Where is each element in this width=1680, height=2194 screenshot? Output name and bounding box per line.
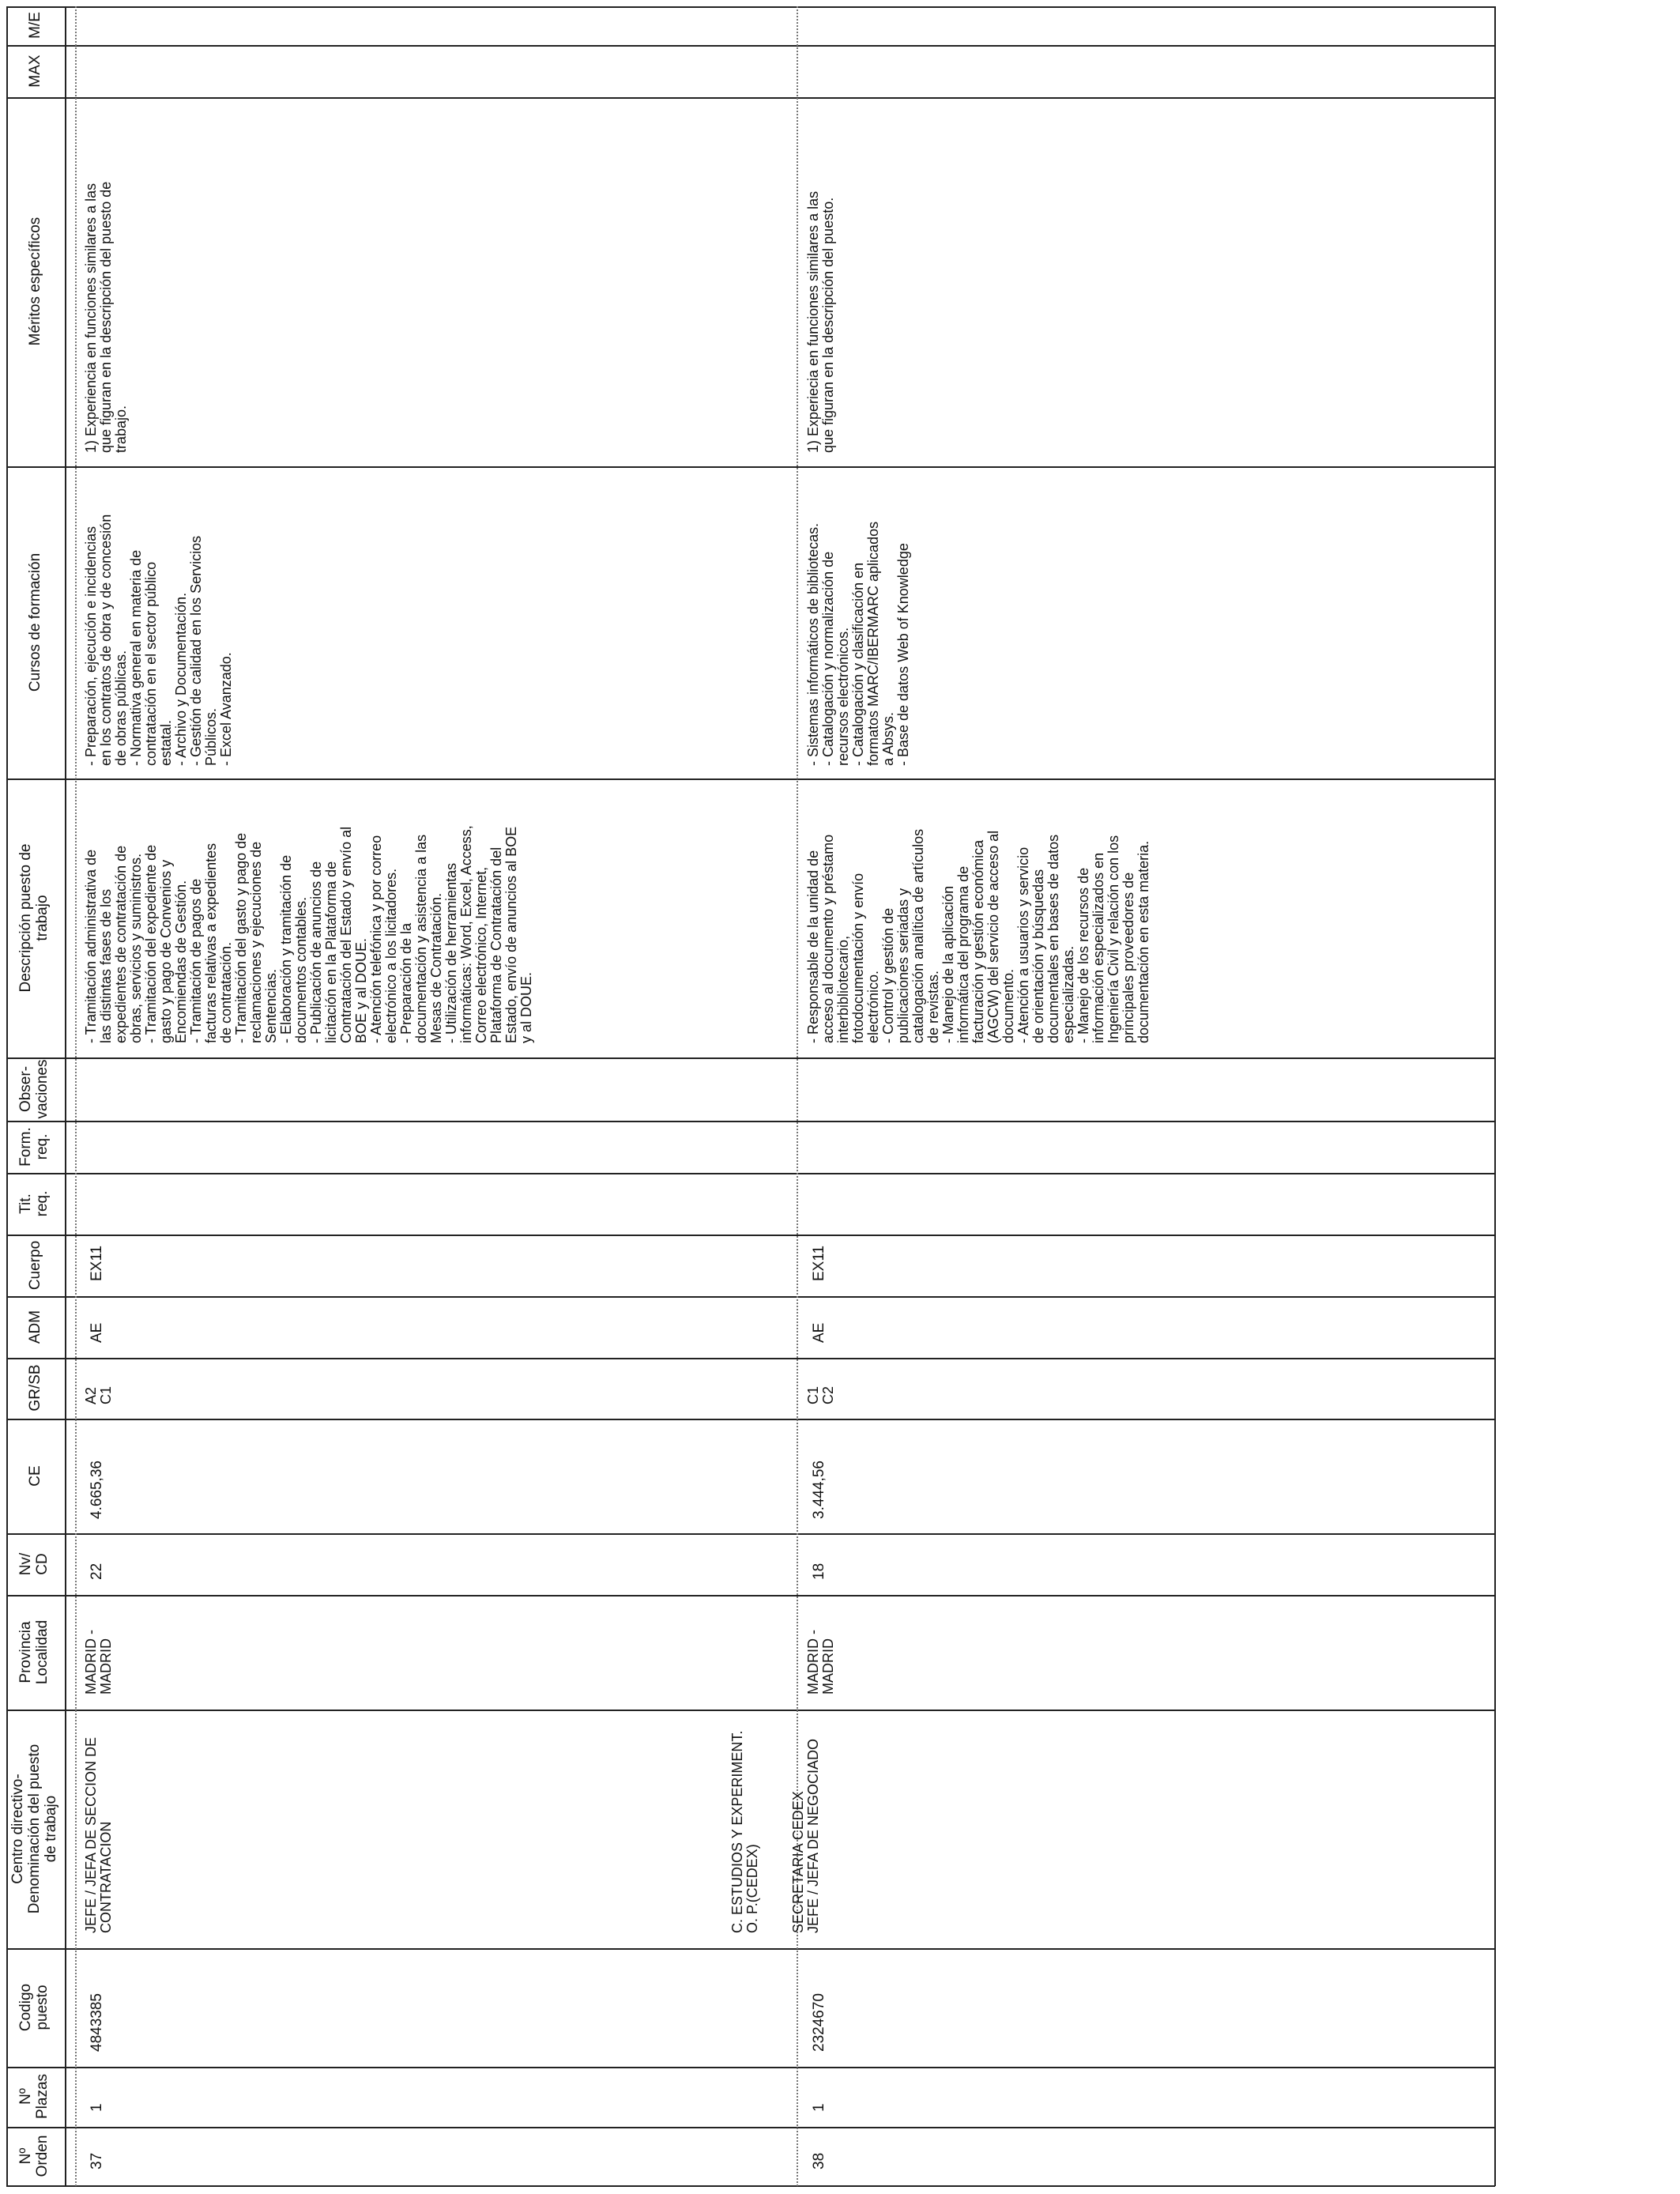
header-provincia: Provincia Localidad — [17, 1619, 51, 1685]
cell-plazas: 1 — [89, 2103, 105, 2112]
header-separator — [65, 6, 66, 2186]
cell-descripcion: - Tramitación administrativa de las distintas fases de los expedientes de contratación de obras, servicios y suministros. - Tramitación del expediente de gasto y pago de Convenios y Encomiendas de Gestión. - Tramitación de pagos de facturas relativas a expedientes de contratación. - Tramitación del gasto y pago de reclamaciones y ejecuciones de Sentencias. - Elaboración y tramitación de documentos contables. - Publicación de anuncios de licitación en la Plataforma de Contratación del Estado y envío al BOE y al DOUE. - Atención telefónica y por correo electrónico a los licitadores. - Preparación de la documentación y asistencia a las Mesas de Contratación. - Utilización de herramientas informáticas: Word, Excel, Access, Correo electrónico, Internet, Plataforma de Contratación del Estado, envío de anuncios al BOE y al DOUE. — [83, 825, 534, 1043]
cell-grupo: C1 C2 — [805, 1385, 836, 1404]
header-me: M/E — [27, 12, 43, 39]
cell-adm: AE — [89, 1322, 105, 1343]
cell-ce: 4.665,36 — [89, 1461, 105, 1519]
cell-localidad: MADRID - MADRID — [83, 1630, 114, 1695]
header-codigo: Codigo puesto — [17, 1983, 51, 2032]
cell-cursos: - Preparación, ejecución e incidencias en los contratos de obra y de concesión de obras públicas. - Normativa general en materia de contratación en el sector público estatal. - Archivo y Documentación. - Gestión de calidad en los Servicios Públicos. - Excel Avanzado. — [83, 514, 234, 766]
cell-codigo: 4843385 — [89, 1993, 105, 2052]
header-nivel: Nv/ CD — [17, 1552, 51, 1576]
cell-codigo: 2324670 — [811, 1993, 827, 2052]
header-descripcion: Descripción puesto de trabajo — [17, 843, 51, 993]
header-meritos: Méritos específicos — [27, 217, 43, 346]
cell-localidad: MADRID - MADRID — [805, 1630, 836, 1695]
header-ce: CE — [27, 1465, 43, 1487]
header-max: MAX — [27, 55, 43, 88]
cell-ce: 3.444,56 — [811, 1461, 827, 1519]
header-orden: Nº Orden — [17, 2135, 51, 2177]
cell-centro: C. ESTUDIOS Y EXPERIMENT. O. P.(CEDEX) — [729, 1730, 760, 1933]
cell-orden: 37 — [89, 2152, 105, 2169]
header-formacion: Form. req. — [17, 1127, 51, 1167]
cell-cuerpo: EX11 — [811, 1245, 827, 1281]
header-adm: ADM — [27, 1310, 43, 1344]
cell-meritos: 1) Experiecia en funciones similares a las que figuran en la descripción del puesto. — [805, 190, 836, 453]
cell-descripcion: - Responsable de la unidad de acceso al documento y préstamo interbibliotecario, fotodocumentación y envío electrónico. - Control y gestión de publicaciones seriadas y catalogación analítica de artículos de revistas. - Manejo de la aplicación informática del programa de facturación y gestión económica (AGCW) del servicio de acceso al documento. - Atención a usuarios y servicio de orientación y búsquedas documentales en bases de datos especializadas. - Manejo de los recursos de información especializados en Ingeniería Civil y relación con los principales proveedores de documentación en esta materia. — [805, 828, 1151, 1043]
cell-denominacion: SECRETARIA CEDEX JEFE / JEFA DE NEGOCIADO — [790, 1738, 821, 1933]
cell-nivel: 18 — [811, 1563, 827, 1580]
cell-cuerpo: EX11 — [89, 1245, 105, 1281]
header-cursos: Cursos de formación — [27, 552, 43, 692]
cell-denominacion: JEFE / JEFA DE SECCION DE CONTRATACION — [83, 1736, 114, 1933]
cell-grupo: A2 C1 — [83, 1385, 114, 1404]
cell-cursos: - Sistemas informáticos de bibliotecas. - Catalogación y normalización de recursos electrónicos. - Catalogación y clasificación en formatos MARC/IBERMARC aplicados a Absys. - Base de datos Web of Knowledge — [805, 521, 911, 766]
header-observaciones: Obser- vaciones — [17, 1059, 51, 1119]
header-centro: Centro directivo- Denominación del puesto de trabajo — [9, 1744, 59, 1914]
table-border-top — [6, 6, 1495, 8]
cell-plazas: 1 — [811, 2103, 827, 2112]
cell-orden: 38 — [811, 2152, 827, 2169]
cell-meritos: 1) Experiencia en funciones similares a las que figuran en la descripción del puesto de trabajo. — [83, 181, 129, 453]
header-grupo: GR/SB — [27, 1364, 43, 1412]
table-border-bottom — [6, 2185, 1495, 2187]
cell-adm: AE — [811, 1322, 827, 1343]
table-border-right — [1494, 6, 1496, 2186]
table-border-left — [6, 6, 8, 2186]
header-titulacion: Tit. req. — [17, 1190, 51, 1217]
header-cuerpo: Cuerpo — [27, 1240, 43, 1291]
header-plazas: Nº Plazas — [17, 2073, 51, 2120]
cell-nivel: 22 — [89, 1563, 105, 1580]
